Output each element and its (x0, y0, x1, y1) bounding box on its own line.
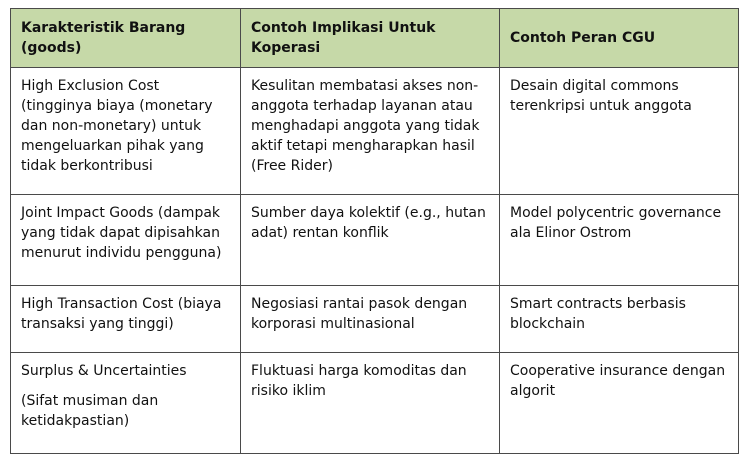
characteristic-text: High Transaction Cost (biaya transaksi yang tinggi) (21, 296, 222, 332)
cell-characteristic (11, 68, 241, 195)
header-cgu-role: Contoh Peran CGU (500, 9, 739, 68)
table-header (11, 9, 739, 68)
cell-implication: Negosiasi rantai pasok dengan korporasi multinasional (241, 286, 500, 353)
characteristic-note: (Sifat musiman dan ketidakpastian) (21, 393, 159, 429)
cell-cgu-role: Model polycentric governance ala Elinor Ostrom (500, 195, 739, 286)
cell-cgu-role: Smart contracts berbasis blockchain (500, 286, 739, 353)
cell-implication: Fluktuasi harga komoditas dan risiko iklim (241, 353, 500, 454)
cell-cgu-role: Cooperative insurance dengan algorit (500, 353, 739, 454)
header-characteristic: Karakteristik Barang (goods) (11, 9, 241, 68)
cell-characteristic (11, 353, 241, 454)
cell-implication: Sumber daya kolektif (e.g., hutan adat) rentan konflik (241, 195, 500, 286)
characteristic-text: High Exclusion Cost (tingginya biaya (monetary dan non-monetary) untuk mengeluarkan pihak yang tidak berkontribusi (21, 78, 213, 174)
cell-characteristic (11, 286, 241, 353)
table-body (11, 68, 739, 454)
table-row (11, 353, 739, 454)
cell-implication: Kesulitan membatasi akses non-anggota terhadap layanan atau menghadapi anggota yang tidak aktif tetapi mengharapkan hasil (Free Rider) (241, 68, 500, 195)
table-row (11, 195, 739, 286)
table-row (11, 286, 739, 353)
header-row (11, 9, 739, 68)
characteristic-text: Surplus & Uncertainties (21, 363, 187, 379)
table-row (11, 68, 739, 195)
cell-characteristic (11, 195, 241, 286)
header-implication: Contoh Implikasi Untuk Koperasi (241, 9, 500, 68)
goods-characteristics-table (10, 8, 739, 454)
characteristic-text: Joint Impact Goods (dampak yang tidak dapat dipisahkan menurut individu pengguna) (21, 205, 222, 261)
cell-cgu-role: Desain digital commons terenkripsi untuk anggota (500, 68, 739, 195)
